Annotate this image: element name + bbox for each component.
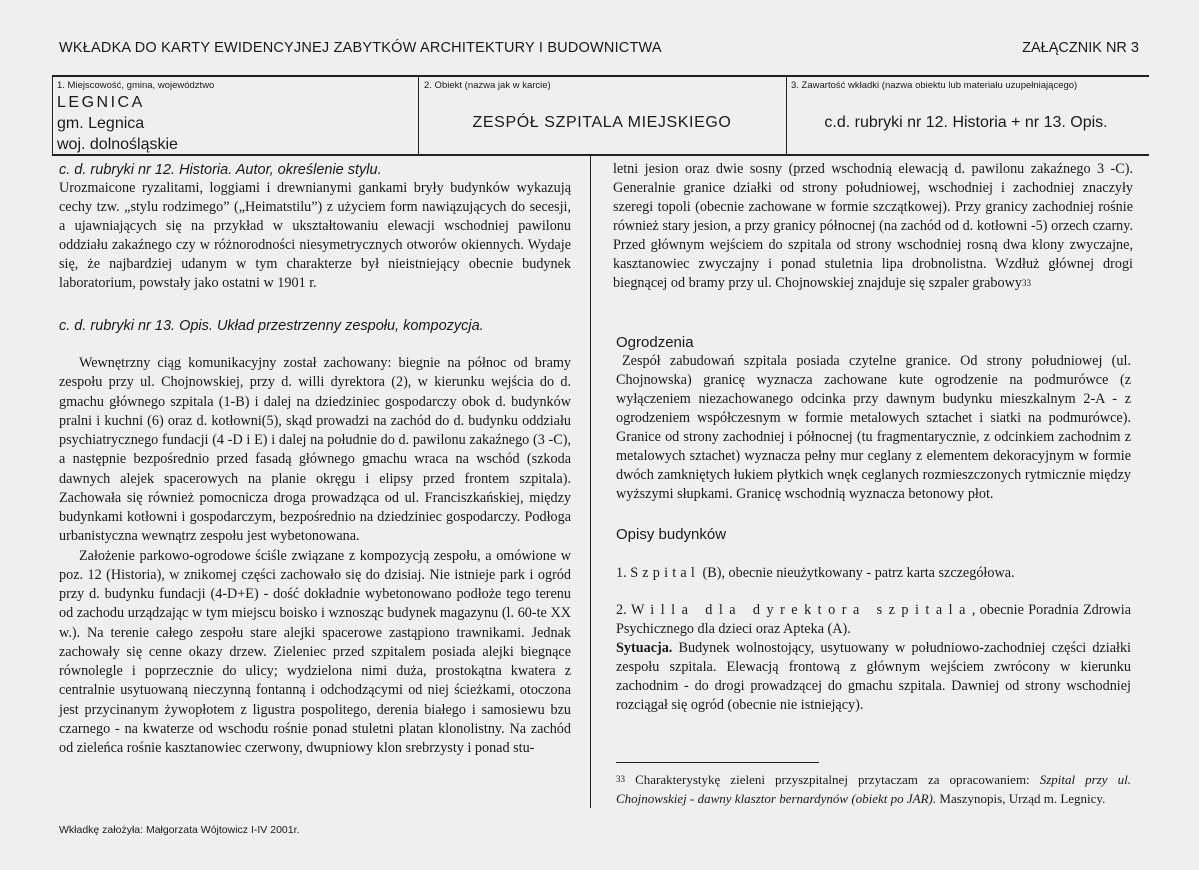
footnote-reference: 33 bbox=[1021, 278, 1031, 288]
item1-description: (B), obecnie nieużytkowany - patrz karta szczegółowa. bbox=[702, 565, 1015, 581]
object-label: 2. Obiekt (nazwa jak w karcie) bbox=[424, 80, 551, 91]
item1-number: 1. bbox=[616, 565, 627, 581]
fences-heading: Ogrodzenia bbox=[616, 334, 694, 351]
description-body bbox=[59, 354, 571, 758]
history-heading: c. d. rubryki nr 12. Historia. Autor, określenie stylu. bbox=[59, 162, 382, 178]
footnote-text-2: Maszynopis, Urząd m. Legnicy. bbox=[939, 791, 1106, 806]
item2-name: Willa dla dyrektora szpitala bbox=[630, 602, 972, 618]
footnote-text-1: Charakterystykę zieleni przyszpitalnej przytaczam za opracowaniem: bbox=[635, 772, 1030, 787]
item2-number: 2. bbox=[616, 602, 627, 618]
locality-city: LEGNICA bbox=[57, 94, 145, 111]
communication-paragraph: Wewnętrzny ciąg komunikacyjny został zachowany: biegnie na północ od bramy zespołu przy ul. Chojnowskiej, przy d. willi dyrektora (2), w kierunku wejścia do d. gmachu głównego szpitala (1-B) i dalej na dziedziniec gospodarczy obok d. budynków pralni i kuchni (6) oraz d. kotłowni(5), skąd prowadzi na zachód do d. budynku oddziału psychiatrycznego fundacji (4 -D i E) i dalej na południe do d. pawilonu zakaźnego (3 -C), a następnie bezpośrednio przed fasadą głównego gmachu wraca na wschód (szkoda dawnych alejek spacerowych na planie okręgu i elipsy przed frontem szpitala). Zachowała się również pomocnicza droga prowadząca od ul. Franciszkańskiej, między budynkami kotłowni i gospodarczym, bezpośrednio na dziedziniec gospodarczy. Podłoga urbanistyczna wewnątrz zespołu jest wybetonowana. bbox=[59, 355, 571, 545]
greenery-paragraph bbox=[613, 160, 1133, 293]
footnote-separator bbox=[616, 762, 819, 763]
greenery-text bbox=[613, 160, 1133, 293]
footnote bbox=[616, 770, 1131, 808]
table-top-border bbox=[52, 75, 1149, 77]
locality-label: 1. Miejscowość, gmina, województwo bbox=[57, 80, 215, 91]
buildings-heading: Opisy budynków bbox=[616, 526, 727, 543]
fences-paragraph bbox=[616, 352, 1131, 504]
park-paragraph: Założenie parkowo-ogrodowe ściśle związane z kompozycją zespołu, a omówione w poz. 12 (Historia), w znikomej części zachowało się do dzisiaj. Nie istnieje park i ogród przy d. budynku fundacji (4-D+E) - dość dokładnie wybetonowano podłoże tego terenu od zachodu urządzając w tym miejscu boisko i wznosząc budynek magazynu (l. 60-te XX w.). Na terenie całego zespołu stare alejki spacerowe zastąpiono trawnikami. Jednak zachowały się cenne okazy drzew. Zieleniec przed szpitalem posiada alejki biegnące równolegle i poprzecznie do ulicy; wydzielona nimi duża, prostokątna kwatera z centralnie usytuowaną nieczynną fontanną i odchodzącymi od niej ścieżkami, otoczona jest przycinanym żywopłotem z ligustra pospolitego, derenia białego i samosiewu bzu czarnego - na kwaterze od wschodu rośnie ponad stuletni platan klonolistny. Na zachód od zieleńca rośnie kasztanowiec czerwony, dwupniowy klon srebrzysty i ponad stu- bbox=[59, 547, 571, 756]
contents-label: 3. Zawartość wkładki (nazwa obiektu lub materiału uzupełniającego) bbox=[791, 80, 1078, 91]
building-item-1 bbox=[616, 564, 1131, 583]
author-footer: Wkładkę założyła: Małgorzata Wójtowicz I-IV 2001r. bbox=[59, 824, 300, 836]
page-header-title: WKŁADKA DO KARTY EWIDENCYJNEJ ZABYTKÓW ARCHITEKTURY I BUDOWNICTWA bbox=[59, 40, 662, 56]
column-divider bbox=[590, 156, 591, 808]
item1-name: Szpital bbox=[630, 565, 699, 581]
attachment-number: ZAŁĄCZNIK NR 3 bbox=[1022, 40, 1139, 56]
situation-text: Budynek wolnostojący, usytuowany w południowo-zachodniej części działki zespołu szpitala. Elewacją frontową z głównym wejściem zwrócony w kierunku zachodnim - do drogi prowadzącej do gmachu szpitala. Dawniej od strony wschodniej rozciągał się ogród (obecnie nie istniejący). bbox=[616, 640, 1131, 713]
table-bottom-border bbox=[52, 154, 1149, 156]
history-text: Urozmaicone ryzalitami, loggiami i drewnianymi gankami bryły budynków wykazują cechy tzw. „stylu rodzimego” („Heimatstilu”) z użyciem form nawiązujących do secesji, a ujawniających się na przykład w ukształtowaniu elewacji wschodniej pawilonu oddziału zakaźnego czy w różnorodności niesymetrycznych otworów okiennych. Wydaje się, że najbardziej udanym w tym charakterze był nieistniejący obecnie budynek laboratorium, powstały jako ostatni w 1901 r. bbox=[59, 180, 571, 291]
history-paragraph bbox=[59, 179, 571, 293]
item2-description: , obecnie Poradnia Zdrowia Psychicznego dla dzieci oraz Apteka (A). bbox=[616, 602, 1132, 637]
locality-commune: gm. Legnica bbox=[57, 115, 145, 132]
object-name: ZESPÓŁ SZPITALA MIEJSKIEGO bbox=[472, 114, 732, 131]
locality-voivodeship: woj. dolnośląskie bbox=[57, 136, 178, 153]
description-heading: c. d. rubryki nr 13. Opis. Układ przestrzenny zespołu, kompozycja. bbox=[59, 318, 484, 334]
building-item-2 bbox=[616, 601, 1131, 715]
footnote-number: 33 bbox=[616, 774, 625, 784]
footnote-source-title: Szpital przy ul. Chojnowskiej - dawny klasztor bernardynów (obiekt po JAR). bbox=[616, 772, 1131, 806]
greenery-body: letni jesion oraz dwie sosny (przed wschodnią elewacją d. pawilonu zakaźnego 3 -C). Generalnie granice działki od strony południowej, wschodniej i zachodniej znaczyły szeregi topoli (obecnie zachowane w formie szczątkowej). Przy granicy zachodniej rośnie również stary jesion, a przy granicy północnej (na zachód od d. kotłowni -5) orzech czarny. Przed głównym wejściem do szpitala od strony wschodniej rosną dwa klony zwyczajne, kasztanowiec zwyczajny i ponad stuletnia lipa drobnolistna. Wzdłuż głównej drogi biegnącej od bramy przy ul. Chojnowskiej znajduje się szpaler grabowy bbox=[613, 161, 1133, 291]
situation-label: Sytuacja. bbox=[616, 640, 673, 656]
table-left-border bbox=[52, 75, 53, 155]
fences-text: Zespół zabudowań szpitala posiada czytelne granice. Od strony południowej (ul. Chojnowska) granicę wyznacza zachowane kute ogrodzenie na podmurówce (z wyłączeniem niezachowanego odcinka przy dawnym budynku mieszkalnym 2-A - z ogrodzeniem współczesnym w formie metalowych sztachet i siatki na podmurówce). Granice od strony zachodniej i północnej (tu fragmentarycznie, z odcinkiem zachodnim z metalowych sztachet) wyznacza pełny mur ceglany z elementem dekoracyjnym w formie dwóch zamkniętych łukiem płytkich wnęk ceglanych rozmieszczonych rytmicznie między wyższymi słupkami. Granicę wschodnią wyznacza betonowy płot. bbox=[616, 353, 1131, 502]
contents-value: c.d. rubryki nr 12. Historia + nr 13. Opis. bbox=[824, 114, 1108, 131]
